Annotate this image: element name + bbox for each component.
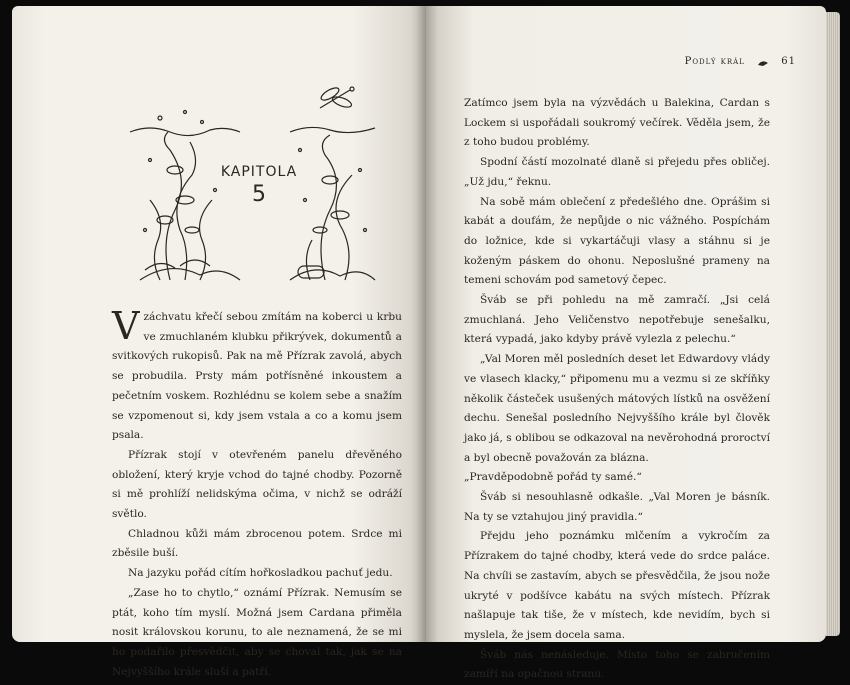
- right-page: [426, 6, 826, 681]
- right-page-text: [464, 94, 770, 685]
- paragraph: Šváb se při pohledu na mě zamračí. „Jsi celá zmuchlaná. Jeho Veličenstvo nepotřebuje senešalku, která vypadá, jako kdyby právě vylezla z pelechu.“: [464, 294, 770, 346]
- paragraph: Na sobě mám oblečení z předešlého dne. Oprášim si kabát a doufám, že nepůjde o nic vážného. Pospíchám do ložnice, kde si vykartáčuji vlasy a stáhnu si je koženým páskem do ohonu. Neposlušné prameny na temeni schovám pod sametový čepec.: [464, 195, 770, 287]
- chapter-heading: [209, 164, 309, 207]
- chapter-label: KAPITOLA: [220, 164, 298, 180]
- paragraph: „Zase ho to chytlo,“ oznámí Přízrak. Nemusím se ptát, koho tím myslí. Možná jsem Cardana přiměla nosit královskou korunu, to ale neznamená, že se mi ho podařilo přesvědčit, aby se choval tak, jak se na Nejvyššího krále sluší a patří.: [112, 586, 402, 678]
- left-page: [12, 6, 426, 678]
- open-book: [12, 6, 834, 681]
- ornament-icon: [757, 57, 769, 67]
- paragraph: Chladnou kůži mám zbrocenou potem. Srdce mi zběsile buší.: [112, 527, 402, 560]
- opening-paragraph-text: záchvatu křečí sebou zmítám na koberci u krbu ve zmuchlaném klubku přikrývek, dokumentů a svitkových rukopisů. Pak na mě Přízrak zavolá, abych se probudila. Prsty mám potřísněné inkoustem a pečetním voskem. Rozhlédnu se kolem sebe a snažím se vzpomenout si, kdy jsem vstala a co a komu jsem psala.: [112, 311, 402, 442]
- drop-cap: V: [112, 304, 140, 348]
- running-title: Podlý král: [684, 56, 745, 67]
- page-edges: [826, 12, 840, 636]
- paragraph: Šváb nás nenásleduje. Místo toho se zabručením zamíří na opačnou stranu.: [464, 648, 770, 681]
- paragraph: Na jazyku pořád cítím hořkosladkou pachuť jedu.: [128, 567, 393, 580]
- paragraph: Spodní částí mozolnaté dlaně si přejedu přes obličej. „Už jdu,“ řeknu.: [464, 156, 770, 188]
- opening-paragraph: [112, 304, 402, 446]
- paragraph: „Val Moren měl posledních deset let Edwardovy vlády ve vlasech klacky,“ připomenu mu a vezmu si ze skříňky několik částeček usušených mátových lístků na osvěžení dechu. Senešal posledního Nejvyššího krále byl člověk jako já, s oblibou se odkazoval na nevěrohodná proroctví a byl obecně považován za blázna.: [464, 353, 770, 464]
- running-header: [685, 56, 796, 67]
- paragraph: Šváb si nesouhlasně odkašle. „Val Moren je básník. Na ty se vztahujou jiný pravidla.“: [464, 491, 770, 523]
- page-number: 61: [781, 56, 796, 67]
- left-page-text: [112, 304, 402, 682]
- paragraph: Zatímco jsem byla na výzvědách u Balekina, Cardan s Lockem si uspořádali soukromý večírek. Věděla jsem, že z toho budou problémy.: [464, 97, 770, 149]
- paragraph: Přízrak stojí v otevřeném panelu dřevěného obložení, který kryje vchod do tajné chodby. Pozorně si mě prohlíží nelidskýma očima, v nichž se odráží světlo.: [112, 448, 402, 521]
- paragraph: Přejdu jeho poznámku mlčením a vykročím za Přízrakem do tajné chodby, která vede do srdce paláce. Na chvíli se zastavím, abych se přesvědčila, že jsou nože ukryté v podšívce kabátu na svých místech. Přízrak našlapuje tak tiše, že v místech, kde nevidím, bych si myslela, že jsem docela sama.: [464, 530, 770, 641]
- chapter-number: 5: [252, 182, 266, 207]
- paragraph: „Pravděpodobně pořád ty samé.“: [464, 471, 642, 484]
